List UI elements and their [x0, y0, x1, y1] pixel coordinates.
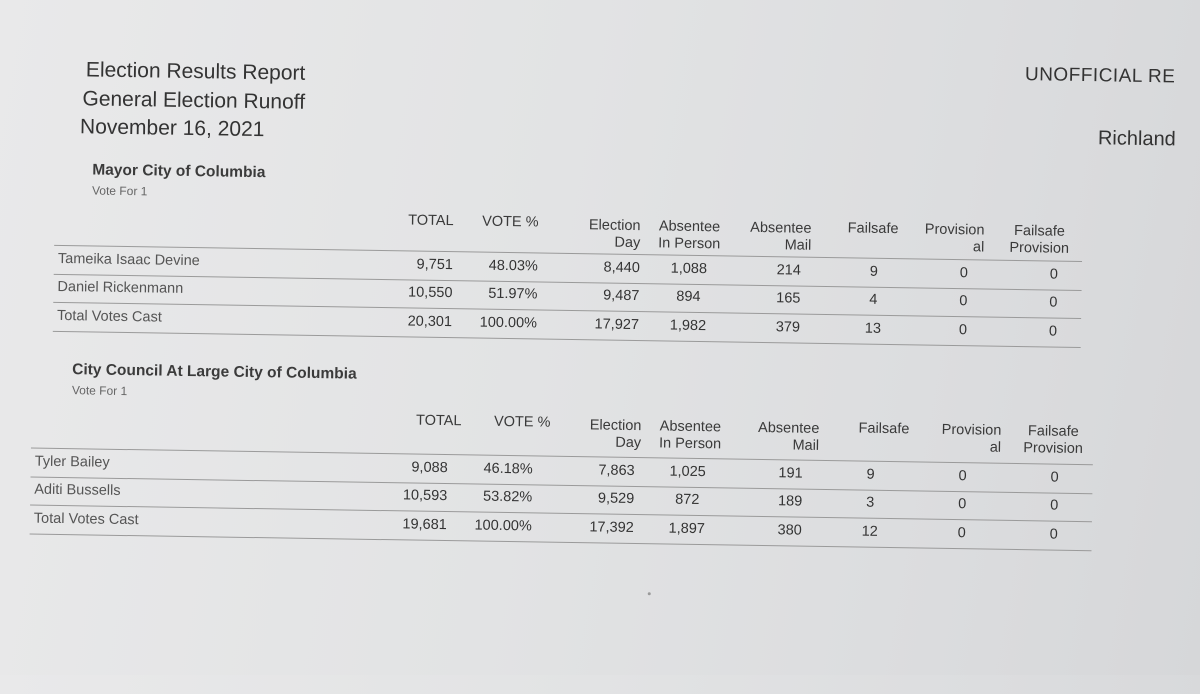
report-subtitle: General Election Runoff	[82, 87, 306, 114]
total-cell: 10,593	[402, 487, 448, 505]
header-failsafe: Failsafe	[858, 420, 910, 438]
total-cell: 10,550	[407, 284, 453, 302]
provisional-cell: 0	[959, 265, 968, 282]
provisional-cell: 0	[959, 293, 968, 310]
failsafe-cell: 13	[864, 320, 882, 337]
header-vote-pct: VOTE %	[493, 413, 551, 431]
candidate-name: Tameika Isaac Devine	[57, 250, 200, 270]
failsafe-cell: 3	[866, 494, 875, 511]
absentee-in-person-cell: 1,088	[670, 260, 708, 278]
absentee-mail-cell: 380	[777, 522, 802, 539]
failsafe-cell: 9	[866, 466, 875, 483]
header-absentee-mail: Absentee Mail	[750, 219, 812, 254]
vote-pct-cell: 48.03%	[488, 257, 539, 275]
failsafe-provision-cell: 0	[1049, 294, 1058, 311]
provisional-cell: 0	[958, 468, 967, 485]
report-status: UNOFFICIAL RE	[1024, 64, 1176, 88]
report-date: November 16, 2021	[79, 115, 265, 142]
election-day-cell: 17,927	[594, 316, 640, 334]
absentee-mail-cell: 189	[777, 493, 803, 510]
absentee-in-person-cell: 894	[676, 288, 701, 306]
provisional-cell: 0	[958, 322, 968, 339]
vote-for-label: Vote For 1	[91, 183, 148, 199]
candidate-name: Tyler Bailey	[34, 453, 110, 471]
total-votes-label: Total Votes Cast	[33, 510, 139, 529]
provisional-cell: 0	[957, 525, 966, 542]
absentee-mail-cell: 214	[776, 262, 801, 279]
absentee-mail-cell: 379	[775, 319, 801, 336]
total-cell: 9,088	[411, 459, 448, 477]
failsafe-cell: 12	[861, 523, 878, 540]
header-total: TOTAL	[415, 412, 462, 430]
vote-pct-cell: 100.00%	[479, 314, 538, 332]
header-vote-pct: VOTE %	[482, 213, 539, 231]
contest-title: Mayor City of Columbia	[92, 161, 266, 182]
total-cell: 19,681	[402, 516, 447, 534]
absentee-in-person-cell: 1,982	[669, 317, 707, 335]
candidate-name: Aditi Bussells	[34, 481, 121, 499]
election-day-cell: 9,529	[597, 490, 635, 508]
failsafe-provision-cell: 0	[1050, 497, 1059, 514]
candidate-name: Daniel Rickenmann	[57, 278, 184, 297]
contest-title: City Council At Large City of Columbia	[72, 361, 357, 383]
header-provisional: Provision al	[924, 221, 985, 256]
failsafe-provision-cell: 0	[1050, 469, 1059, 486]
total-votes-label: Total Votes Cast	[56, 307, 162, 326]
absentee-mail-cell: 191	[778, 465, 803, 482]
absentee-mail-cell: 165	[776, 290, 801, 307]
failsafe-cell: 4	[869, 291, 878, 308]
vote-pct-cell: 46.18%	[483, 460, 533, 478]
paper-speck	[648, 592, 651, 595]
election-day-cell: 7,863	[598, 462, 635, 480]
absentee-in-person-cell: 1,025	[669, 463, 706, 481]
header-failsafe-provision: Failsafe Provision	[1023, 423, 1084, 458]
absentee-in-person-cell: 872	[674, 491, 700, 509]
header-failsafe-provision: Failsafe Provision	[1009, 222, 1070, 257]
header-absentee-in-person: Absentee In Person	[658, 218, 721, 253]
header-absentee-mail: Absentee Mail	[757, 419, 820, 454]
header-absentee-in-person: Absentee In Person	[658, 418, 722, 453]
report-county: Richland	[1097, 127, 1176, 151]
vote-pct-cell: 53.82%	[482, 488, 533, 506]
vote-pct-cell: 51.97%	[488, 285, 538, 303]
failsafe-provision-cell: 0	[1049, 266, 1058, 283]
election-day-cell: 8,440	[603, 259, 640, 277]
absentee-in-person-cell: 1,897	[668, 520, 706, 538]
election-day-cell: 9,487	[603, 287, 640, 305]
failsafe-provision-cell: 0	[1049, 526, 1058, 543]
header-election-day: Election Day	[589, 417, 642, 452]
election-day-cell: 17,392	[589, 519, 634, 537]
header-failsafe: Failsafe	[847, 220, 899, 238]
header-election-day: Election Day	[588, 217, 641, 252]
vote-pct-cell: 100.00%	[474, 517, 532, 535]
failsafe-cell: 9	[869, 263, 878, 280]
total-cell: 9,751	[416, 256, 454, 274]
header-total: TOTAL	[408, 212, 454, 230]
failsafe-provision-cell: 0	[1048, 323, 1058, 340]
report-title: Election Results Report	[85, 58, 306, 85]
provisional-cell: 0	[958, 496, 967, 513]
total-cell: 20,301	[407, 313, 453, 331]
header-provisional: Provision al	[941, 421, 1002, 456]
vote-for-label: Vote For 1	[71, 383, 128, 399]
